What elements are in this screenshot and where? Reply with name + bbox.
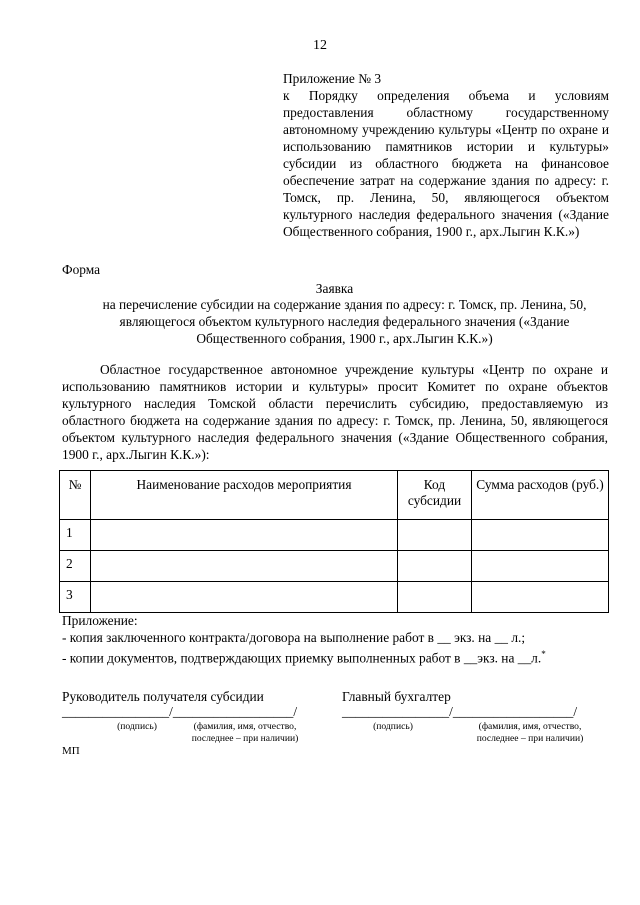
header-code: Код субсидии — [398, 471, 472, 520]
table-row — [60, 551, 609, 582]
footnote-mark: * — [541, 649, 546, 659]
row-name-cell[interactable] — [91, 520, 398, 551]
row-code-cell[interactable] — [398, 520, 472, 551]
row-sum-cell[interactable] — [472, 582, 609, 613]
head-signature-label: Руководитель получателя субсидии — [62, 689, 264, 704]
head-name-caption-2: последнее – при наличии) — [191, 733, 299, 744]
annex-title: Приложение № 3 — [283, 71, 382, 86]
table-row — [60, 582, 609, 613]
table-row — [60, 520, 609, 551]
attachment-item: - копия заключенного контракта/договора на выполнение работ в __ экз. на __ л.; — [62, 630, 526, 645]
table-header-row — [60, 471, 609, 520]
annex-block — [283, 70, 609, 240]
attachment-item-text: - копии документов, подтверждающих приемку выполненных работ в __экз. на __л. — [62, 650, 542, 666]
row-name-cell[interactable] — [91, 551, 398, 582]
head-name-caption-1: (фамилия, имя, отчество, — [193, 721, 297, 732]
row-code-cell[interactable] — [398, 551, 472, 582]
accountant-sign-caption: (подпись) — [373, 721, 413, 732]
annex-body: к Порядку определения объема и условиям предоставления областному государственному автономному учреждению культуры «Центр по охране и использованию памятников истории и культуры» субсидии из областного бюджета на финансовое обеспечение затрат на содержание здания по адресу: г. Томск, пр. Ленина, 50, являющегося объектом культурного наследия федерального значения («Здание Общественного собрания, 1900 г., арх.Лыгин К.К.») — [283, 88, 609, 239]
accountant-name-caption-1: (фамилия, имя, отчество, — [478, 721, 582, 732]
accountant-name-caption-2: последнее – при наличии) — [476, 733, 584, 744]
expenses-table — [59, 470, 609, 613]
row-name-cell[interactable] — [91, 582, 398, 613]
page-number: 12 — [313, 38, 327, 53]
attachments-title: Приложение: — [62, 613, 138, 628]
row-sum-cell[interactable] — [472, 520, 609, 551]
form-label: Форма — [62, 262, 101, 277]
header-name: Наименование расходов мероприятия — [91, 471, 398, 520]
head-signature-line[interactable]: ________________/__________________/ — [62, 704, 298, 719]
header-sum: Сумма расходов (руб.) — [472, 471, 609, 520]
attachments-block — [62, 612, 546, 666]
attachment-item — [62, 646, 546, 666]
row-num: 1 — [60, 520, 91, 551]
row-num: 3 — [60, 582, 91, 613]
head-sign-caption: (подпись) — [117, 721, 157, 732]
application-title: Заявка — [315, 281, 354, 296]
application-subtitle: на перечисление субсидии на содержание здания по адресу: г. Томск, пр. Ленина, 50, являющегося объектом культурного наследия федерального значения («Здание Общественного собрания, 1900 г., арх.Лыгин К.К.») — [102, 297, 587, 346]
application-paragraph: Областное государственное автономное учреждение культуры «Центр по охране и использованию памятников истории и культуры» просит Комитет по охране объектов культурного наследия Томской области перечислить субсидию, предоставляемую из областного бюджета на содержание здания по адресу: г. Томск, пр. Ленина, 50, являющегося объектом культурного наследия федерального значения («Здание Общественного собрания, 1900 г., арх.Лыгин К.К.»): — [62, 362, 608, 462]
accountant-signature-label: Главный бухгалтер — [342, 689, 451, 704]
row-sum-cell[interactable] — [472, 551, 609, 582]
header-num: № — [60, 471, 91, 520]
row-code-cell[interactable] — [398, 582, 472, 613]
row-num: 2 — [60, 551, 91, 582]
accountant-signature-line[interactable]: ________________/__________________/ — [342, 704, 578, 719]
stamp-label: МП — [62, 745, 80, 757]
